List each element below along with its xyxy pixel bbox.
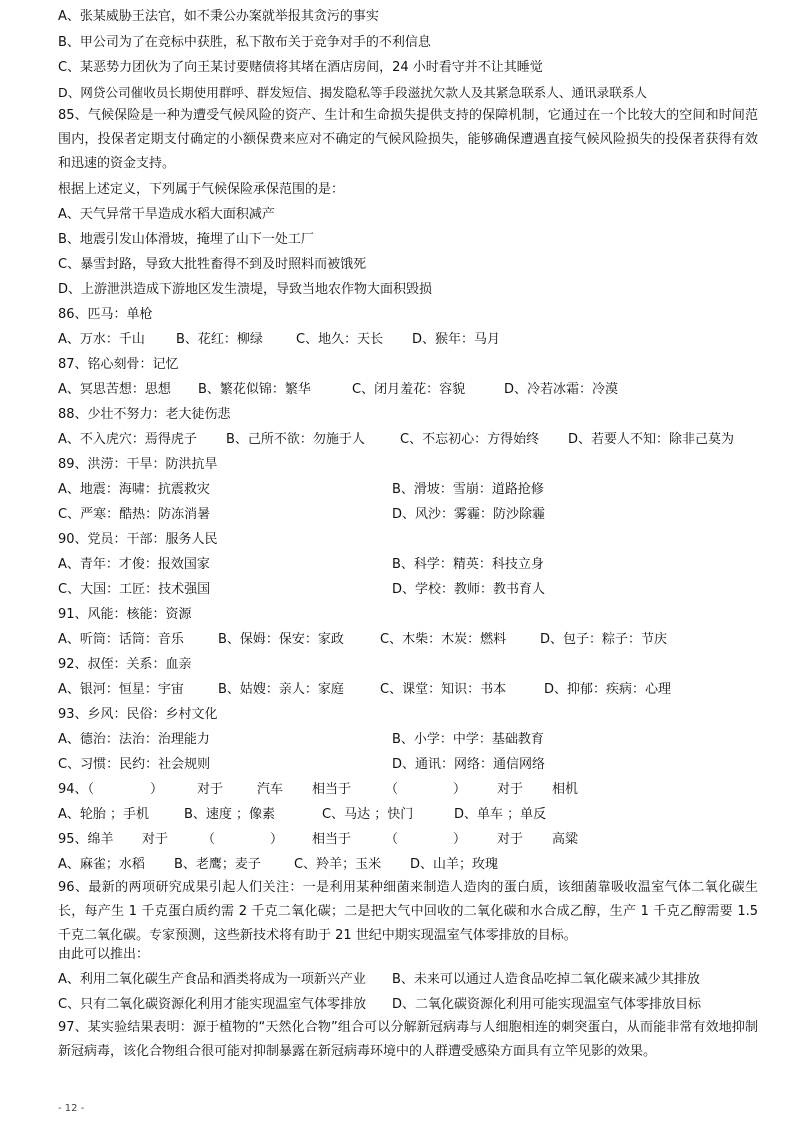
q95-stem-part: （ — [385, 832, 399, 847]
q86-option-d: D、猴年：马月 — [412, 332, 501, 347]
q92-option-b: B、姑嫂：亲人：家庭 — [218, 682, 344, 697]
q93-stem: 93、乡风：民俗：乡村文化 — [58, 707, 218, 722]
q95-option-b: B、老鹰；麦子 — [174, 857, 261, 872]
q89-option-c: C、严寒：酷热：防冻消暑 — [58, 507, 211, 522]
q91-option-d: D、包子：粽子：节庆 — [540, 632, 668, 647]
q93-option-c: C、习惯：民约：社会规则 — [58, 757, 211, 772]
q89-stem: 89、洪涝：干旱：防洪抗旱 — [58, 457, 218, 472]
q88-option-d: D、若要人不知：除非己莫为 — [568, 432, 735, 447]
q87-option-d: D、冷若冰霜：冷漠 — [504, 382, 619, 397]
q84-option-b: B、甲公司为了在竞标中获胜，私下散布关于竞争对手的不利信息 — [58, 35, 431, 50]
q85-option-b: B、地震引发山体滑坡，掩埋了山下一处工厂 — [58, 232, 314, 247]
q94-stem-part: 相当于 — [312, 782, 352, 797]
q85-option-c: C、暴雪封路，导致大批牲畜得不到及时照料而被饿死 — [58, 257, 367, 272]
q94-stem-part: 对于 — [497, 782, 524, 797]
q95-option-d: D、山羊；玫瑰 — [410, 857, 499, 872]
q89-option-a: A、地震：海啸：抗震救灾 — [58, 482, 210, 497]
q88-option-c: C、不忘初心：方得始终 — [400, 432, 540, 447]
q95-stem-part: 95、绵羊 — [58, 832, 114, 847]
q85-option-a: A、天气异常干旱造成水稻大面积减产 — [58, 207, 275, 222]
q94-option-b: B、速度 ；像素 — [184, 807, 276, 822]
q94-stem-part: 相机 — [552, 782, 579, 797]
q96-option-b: B、未来可以通过人造食品吃掉二氧化碳来减少其排放 — [392, 972, 700, 987]
q91-stem: 91、风能：核能：资源 — [58, 607, 192, 622]
q84-option-a: A、张某威胁王法官，如不秉公办案就举报其贪污的事实 — [58, 9, 379, 24]
q96-option-d: D、二氧化碳资源化利用可能实现温室气体零排放目标 — [392, 997, 702, 1012]
q94-option-c: C、马达 ；快门 — [322, 807, 414, 822]
q92-option-a: A、银河：恒星：宇宙 — [58, 682, 184, 697]
q96-question: 由此可以推出： — [58, 947, 150, 962]
q87-option-c: C、闭月羞花：容貌 — [352, 382, 466, 397]
page-number: - 12 - — [58, 1103, 85, 1114]
q90-option-c: C、大国：工匠：技术强国 — [58, 582, 211, 597]
q94-option-d: D、单车 ；单反 — [454, 807, 547, 822]
q93-option-b: B、小学：中学：基础教育 — [392, 732, 544, 747]
q90-option-a: A、青年：才俊：报效国家 — [58, 557, 210, 572]
q89-option-d: D、风沙：雾霾：防沙除霾 — [392, 507, 546, 522]
q86-option-c: C、地久：天长 — [296, 332, 384, 347]
q87-stem: 87、铭心刻骨：记忆 — [58, 357, 179, 372]
q87-option-a: A、冥思苦想：思想 — [58, 382, 171, 397]
q95-stem-part: （ — [202, 832, 216, 847]
q96-option-c: C、只有二氧化碳资源化利用才能实现温室气体零排放 — [58, 997, 367, 1012]
q95-stem-part: ） — [270, 832, 284, 847]
q90-stem: 90、党员：干部：服务人民 — [58, 532, 218, 547]
q94-stem-part: 94、（ — [58, 782, 95, 797]
q93-option-d: D、通讯：网络：通信网络 — [392, 757, 546, 772]
q86-option-a: A、万水：千山 — [58, 332, 145, 347]
q97-stem: 97、某实验结果表明：源于植物的“天然化合物”组合可以分解新冠病毒与人细胞相连的刺突蛋白，从而能非常有效地抑制新冠病毒，该化合物组合很可能对抑制暴露在新冠病毒环境中的人群遭受感染方面具有立竿见影的效果。 — [58, 1020, 758, 1059]
q91-option-a: A、听筒：话筒：音乐 — [58, 632, 184, 647]
q95-stem-part: ） — [453, 832, 467, 847]
q87-option-b: B、繁花似锦：繁华 — [198, 382, 311, 397]
q85-question: 根据上述定义，下列属于气候保险承保范围的是： — [58, 182, 345, 197]
q95-stem-part: 对于 — [497, 832, 524, 847]
q95-option-a: A、麻雀；水稻 — [58, 857, 145, 872]
q88-stem: 88、少壮不努力：老大徒伤悲 — [58, 407, 231, 422]
q91-option-b: B、保姆：保安：家政 — [218, 632, 344, 647]
q94-stem-part: 对于 — [197, 782, 224, 797]
q93-option-a: A、德治：法治：治理能力 — [58, 732, 210, 747]
q94-stem-part: ） — [150, 782, 164, 797]
q95-option-c: C、羚羊；玉米 — [294, 857, 382, 872]
q94-stem-part: ） — [453, 782, 467, 797]
q95-stem-part: 相当于 — [312, 832, 352, 847]
q90-option-d: D、学校：教师：教书育人 — [392, 582, 546, 597]
q94-stem-part: 汽车 — [257, 782, 284, 797]
q92-stem: 92、叔侄：关系：血亲 — [58, 657, 192, 672]
q96-stem: 96、最新的两项研究成果引起人们关注：一是利用某种细菌来制造人造肉的蛋白质，该细菌靠吸收温室气体二氧化碳生长，每产生 1 千克蛋白质约需 2 千克二氧化碳；二是把大气中回收的二氧化碳和水合成乙醇，生产 1 千克乙醇需要 1.5 千克二氧化碳。专家预测，这些新技术将有助于 21 世纪中期实现温室气体零排放的目标。 — [58, 880, 758, 943]
q92-option-c: C、课堂：知识：书本 — [380, 682, 507, 697]
q94-option-a: A、轮胎 ；手机 — [58, 807, 150, 822]
q86-stem: 86、匹马：单枪 — [58, 307, 153, 322]
q91-option-c: C、木柴：木炭：燃料 — [380, 632, 507, 647]
q85-option-d: D、上游泄洪造成下游地区发生溃堤，导致当地农作物大面积毁损 — [58, 282, 433, 297]
q88-option-a: A、不入虎穴：焉得虎子 — [58, 432, 197, 447]
q94-stem-part: （ — [385, 782, 399, 797]
q95-stem-part: 高粱 — [552, 832, 579, 847]
q90-option-b: B、科学：精英：科技立身 — [392, 557, 544, 572]
q95-stem-part: 对于 — [142, 832, 169, 847]
q85-stem: 85、气候保险是一种为遭受气候风险的资产、生计和生命损失提供支持的保障机制，它通过在一个比较大的空间和时间范围内，投保者定期支付确定的小额保费来应对不确定的气候风险损失，能够确保遭遇直接气候风险损失的投保者获得有效和迅速的资金支持。 — [58, 108, 758, 171]
q92-option-d: D、抑郁：疾病：心理 — [544, 682, 672, 697]
q86-option-b: B、花红：柳绿 — [176, 332, 263, 347]
q84-option-c: C、某恶势力团伙为了向王某讨要赌债将其堵在酒店房间，24 小时看守并不让其睡觉 — [58, 60, 543, 75]
q89-option-b: B、滑坡：雪崩：道路抢修 — [392, 482, 544, 497]
q84-option-d: D、网贷公司催收员长期使用群呼、群发短信、揭发隐私等手段滋扰欠款人及其紧急联系人、通讯录联系人 — [58, 85, 648, 100]
q88-option-b: B、己所不欲：勿施于人 — [226, 432, 365, 447]
q96-option-a: A、利用二氧化碳生产食品和酒类将成为一项新兴产业 — [58, 972, 366, 987]
